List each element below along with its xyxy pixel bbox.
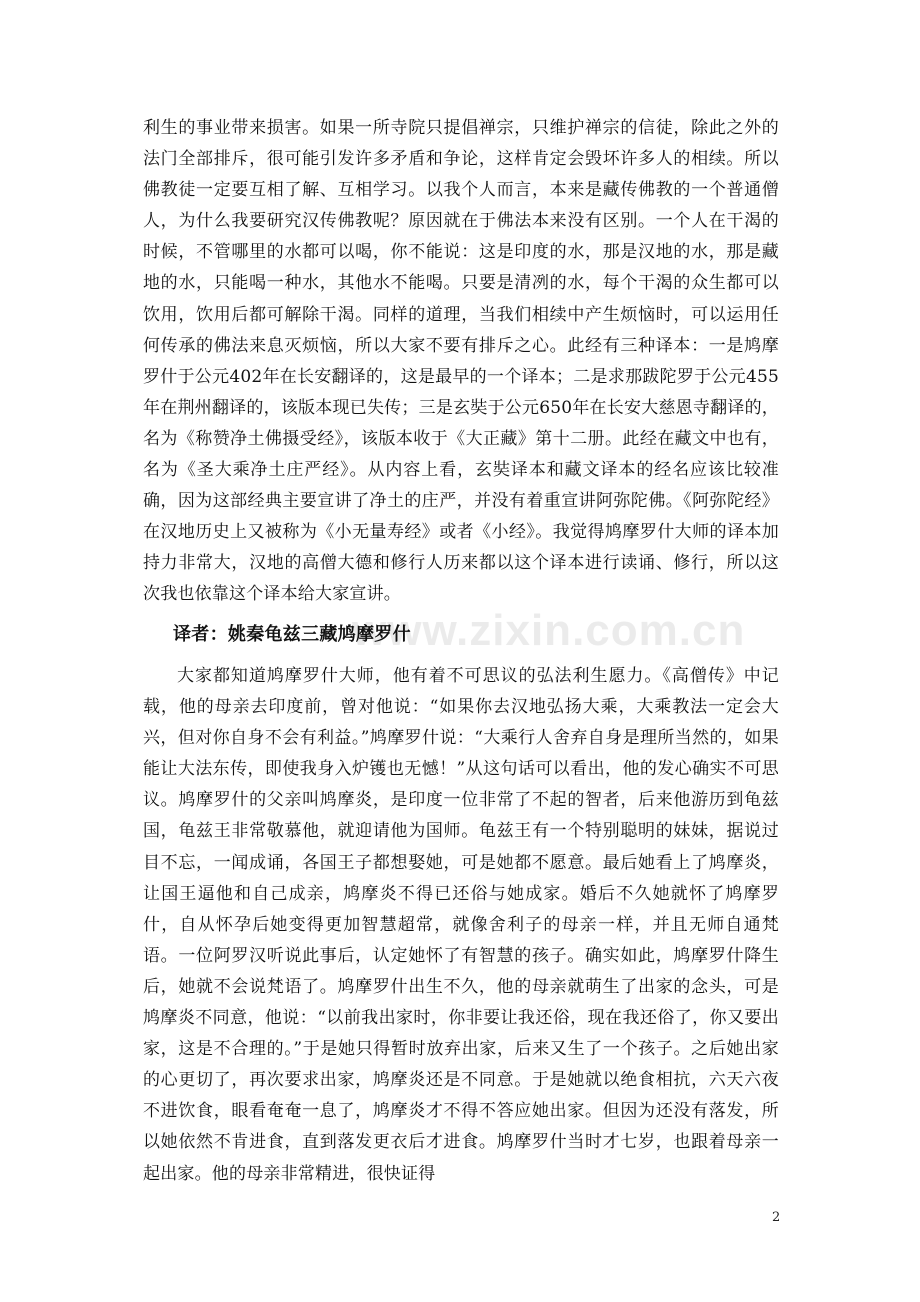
paragraph-1: 利生的事业带来损害。如果一所寺院只提倡禅宗，只维护禅宗的信徒，除此之外的法门全部排斥，很可能引发许多矛盾和争论，这样肯定会毁坏许多人的相续。所以佛教徒一定要互相了解、互相学习。以我个人而言，本来是藏传佛教的一个普通僧人，为什么我要研究汉传佛教呢？原因就在于佛法本来没有区别。一个人在干渴的时候，不管哪里的水都可以喝，你不能说：这是印度的水，那是汉地的水，那是藏地的水，只能喝一种水，其他水不能喝。只要是清冽的水，每个干渴的众生都可以饮用，饮用后都可解除干渴。同样的道理，当我们相续中产生烦恼时，可以运用任何传承的佛法来息灭烦恼，所以大家不要有排斥之心。此经有三种译本：一是鸠摩罗什于公元402年在长安翻译的，这是最早的一个译本；二是求那跋陀罗于公元455 年在荆州翻译的，该版本现已失传；三是玄奘于公元650年在长安大慈恩寺翻译的，名为《称赞净土佛摄受经》，该版本收于《大正藏》第十二册。此经在藏文中也有，名为《圣大乘净土庄严经》。从内容上看，玄奘译本和藏文译本的经名应该比较准确，因为这部经典主要宣讲了净土的庄严，并没有着重宣讲阿弥陀佛。《阿弥陀经》在汉地历史上又被称为《小无量寿经》或者《小经》。我觉得鸠摩罗什大师的译本加持力非常大，汉地的高僧大德和修行人历来都以这个译本进行读诵、修行，所以这次我也依靠这个译本给大家宣讲。 bbox=[143, 118, 779, 605]
section-heading: 译者：姚秦龟兹三藏鸠摩罗什 bbox=[173, 624, 411, 645]
page-number: 2 bbox=[772, 1210, 781, 1225]
watermark: www.zixin.com.cn bbox=[352, 606, 746, 655]
paragraph-2: 大家都知道鸠摩罗什大师，他有着不可思议的弘法利生愿力。《高僧传》中记载，他的母亲去印度前，曾对他说：“如果你去汉地弘扬大乘，大乘教法一定会大兴，但对你自身不会有利益。”鸠摩罗什说：“大乘行人舍弃自身是理所当然的，如果能让大法东传，即使我身入炉镬也无憾！”从这句话可以看出，他的发心确实不可思议。鸠摩罗什的父亲叫鸠摩炎，是印度一位非常了不起的智者，后来他游历到龟兹国，龟兹王非常敬慕他，就迎请他为国师。龟兹王有一个特别聪明的妹妹，据说过目不忘，一闻成诵，各国王子都想娶她，可是她都不愿意。最后她看上了鸠摩炎，让国王逼他和自己成亲，鸠摩炎不得已还俗与她成家。婚后不久她就怀了鸠摩罗什，自从怀孕后她变得更加智慧超常，就像舍利子的母亲一样，并且无师自通梵语。一位阿罗汉听说此事后，认定她怀了有智慧的孩子。确实如此，鸠摩罗什降生后，她就不会说梵语了。鸠摩罗什出生不久，他的母亲就萌生了出家的念头，可是鸠摩炎不同意，他说：“以前我出家时，你非要让我还俗，现在我还俗了，你又要出家，这是不合理的。”于是她只得暂时放弃出家，后来又生了一个孩子。之后她出家的心更切了，再次要求出家，鸠摩炎还是不同意。于是她就以绝食相抗，六天六夜不进饮食，眼看奄奄一息了，鸠摩炎才不得不答应她出家。但因为还没有落发，所以她依然不肯进食，直到落发更衣后才进食。鸠摩罗什当时才七岁，也跟着母亲一起出家。他的母亲非常精进，很快证得 bbox=[143, 666, 779, 1184]
